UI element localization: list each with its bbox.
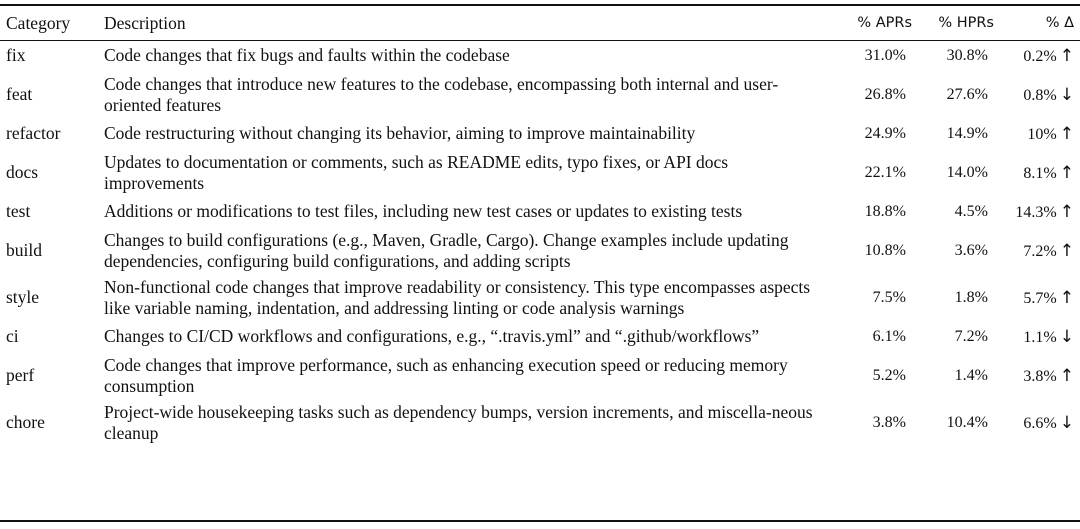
row-delta [994, 71, 1080, 118]
row-delta-value: 14.3% [1015, 203, 1057, 221]
header-description: Description [104, 12, 186, 33]
row-delta-value: 10% [1027, 125, 1057, 143]
row-delta [994, 274, 1080, 321]
row-apr: 10.8% [864, 241, 906, 259]
table-row [0, 149, 1080, 196]
row-category: test [6, 201, 31, 221]
row-category: docs [6, 162, 39, 182]
row-description: Code restructuring without changing its behavior, aiming to improve maintainability [104, 123, 696, 143]
row-description: Updates to documentation or comments, such as README edits, typo fixes, or API docs improvements [104, 151, 729, 193]
row-category: perf [6, 365, 35, 385]
trend-arrow-icon: ↑ [1059, 123, 1074, 144]
table-row [0, 274, 1080, 321]
row-delta [994, 40, 1080, 71]
row-delta-value: 3.8% [1023, 367, 1057, 385]
row-hpr: 10.4% [946, 413, 988, 431]
row-description: Code changes that introduce new features to the codebase, encompassing both internal and user-oriented features [104, 73, 779, 115]
header-delta: % Δ [1045, 15, 1074, 31]
row-delta [994, 352, 1080, 399]
trend-arrow-icon: ↓ [1059, 412, 1074, 433]
row-delta [994, 227, 1080, 274]
row-category: fix [6, 45, 26, 65]
header-apr: % APRs [857, 15, 912, 31]
row-delta [994, 196, 1080, 227]
row-delta-value: 5.7% [1023, 289, 1057, 307]
row-hpr: 1.4% [954, 366, 988, 384]
row-delta [994, 118, 1080, 149]
table-row [0, 40, 1080, 71]
data-table [0, 6, 1080, 446]
row-delta [994, 399, 1080, 446]
row-category: ci [6, 326, 19, 346]
row-category: build [6, 240, 42, 260]
row-hpr: 3.6% [954, 241, 988, 259]
row-hpr: 4.5% [954, 202, 988, 220]
table-row [0, 227, 1080, 274]
table-row [0, 321, 1080, 352]
row-hpr: 27.6% [946, 85, 988, 103]
row-hpr: 1.8% [954, 288, 988, 306]
trend-arrow-icon: ↓ [1059, 84, 1074, 105]
trend-arrow-icon: ↑ [1059, 162, 1074, 183]
table-row [0, 71, 1080, 118]
trend-arrow-icon: ↑ [1059, 365, 1074, 386]
trend-arrow-icon: ↑ [1059, 201, 1074, 222]
header-hpr: % HPRs [938, 15, 994, 31]
row-delta [994, 321, 1080, 352]
row-delta-value: 1.1% [1023, 328, 1057, 346]
header-row [0, 6, 1080, 40]
row-description: Changes to build configurations (e.g., Maven, Gradle, Cargo). Change examples include updating dependencies, configuring build configurations, and adding scripts [104, 229, 789, 271]
trend-arrow-icon: ↓ [1059, 326, 1074, 347]
row-apr: 5.2% [872, 366, 906, 384]
row-delta-value: 8.1% [1023, 164, 1057, 182]
row-delta-value: 0.2% [1023, 47, 1057, 65]
row-description: Code changes that fix bugs and faults within the codebase [104, 45, 510, 65]
trend-arrow-icon: ↑ [1059, 240, 1074, 261]
row-description: Changes to CI/CD workflows and configurations, e.g., “.travis.yml” and “.github/workflows” [104, 326, 760, 346]
row-apr: 24.9% [864, 124, 906, 142]
row-category: chore [6, 412, 45, 432]
row-hpr: 14.9% [946, 124, 988, 142]
row-hpr: 30.8% [946, 46, 988, 64]
trend-arrow-icon: ↑ [1059, 45, 1074, 66]
row-category: refactor [6, 123, 61, 143]
row-description: Code changes that improve performance, such as enhancing execution speed or reducing memory consumption [104, 354, 788, 396]
row-delta-value: 7.2% [1023, 242, 1057, 260]
table-row [0, 399, 1080, 446]
row-apr: 26.8% [864, 85, 906, 103]
row-description: Project-wide housekeeping tasks such as dependency bumps, version increments, and miscella-neous cleanup [104, 401, 813, 443]
table-row [0, 118, 1080, 149]
header-category: Category [6, 12, 71, 33]
row-apr: 6.1% [872, 327, 906, 345]
row-apr: 18.8% [864, 202, 906, 220]
row-description: Non-functional code changes that improve readability or consistency. This type encompasses aspects like variable naming, indentation, and addressing linting or code analysis warnings [104, 276, 811, 318]
bottom-rule [0, 520, 1080, 522]
row-delta-value: 0.8% [1023, 86, 1057, 104]
row-hpr: 14.0% [946, 163, 988, 181]
row-delta [994, 149, 1080, 196]
trend-arrow-icon: ↑ [1059, 287, 1074, 308]
row-category: feat [6, 84, 33, 104]
row-description: Additions or modifications to test files, including new test cases or updates to existing tests [104, 201, 743, 221]
row-apr: 22.1% [864, 163, 906, 181]
row-delta-value: 6.6% [1023, 414, 1057, 432]
table-row [0, 196, 1080, 227]
row-category: style [6, 287, 40, 307]
row-apr: 3.8% [872, 413, 906, 431]
row-apr: 31.0% [864, 46, 906, 64]
table-row [0, 352, 1080, 399]
row-hpr: 7.2% [954, 327, 988, 345]
row-apr: 7.5% [872, 288, 906, 306]
